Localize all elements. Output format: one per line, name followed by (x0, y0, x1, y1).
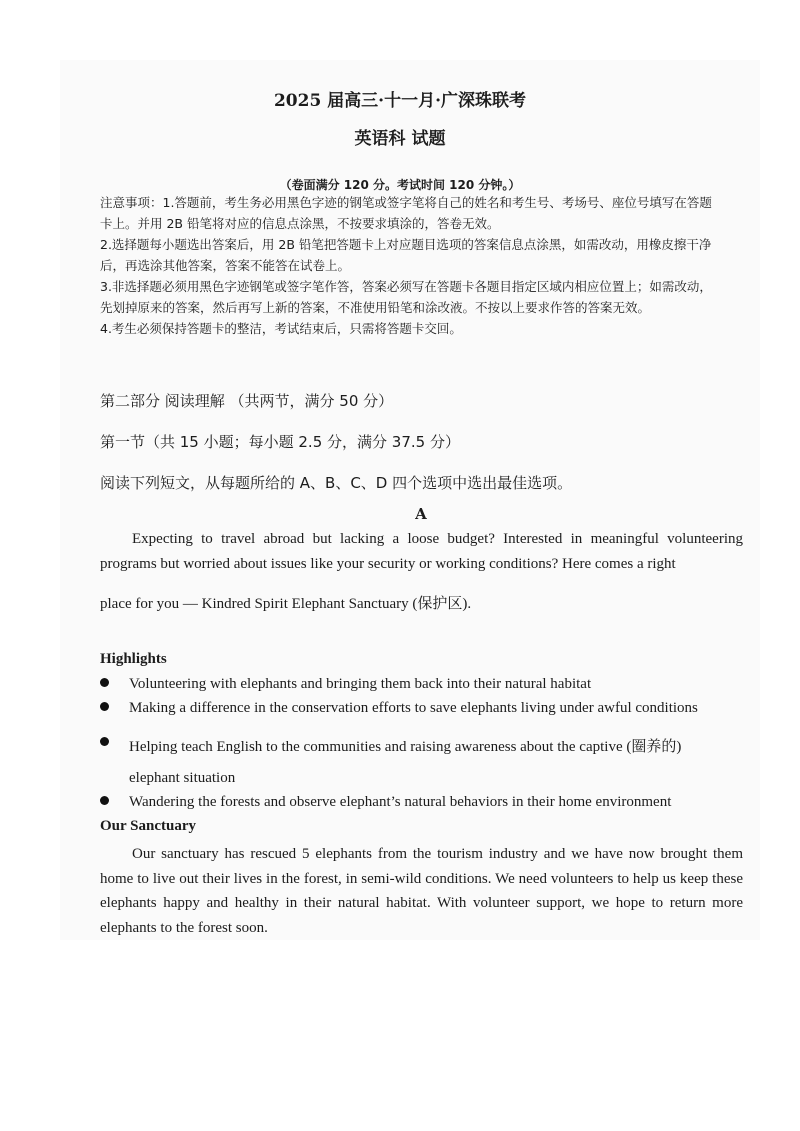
bullet-icon (100, 737, 109, 746)
highlights-heading: Highlights (100, 651, 167, 667)
subject-title: 英语科 试题 (354, 129, 446, 149)
notice-block (100, 192, 720, 339)
bullet-icon (100, 678, 109, 687)
notice-item-2: 2.选择题每小题选出答案后，用 2B 铅笔把答题卡上对应题目选项的答案信息点涂黑，如需改动，用橡皮擦干净后，再选涂其他答案，答案不能答在试卷上。 (100, 237, 712, 273)
sanctuary-paragraph: Our sanctuary has rescued 5 elephants from the tourism industry and we have now brought them home to live out their lives in the forest, in semi-wild conditions. We need volunteers to help us keep these elephants happy and healthy in their natural habitat. With volunteer support, we hope to return more elephants to the forest soon. (100, 846, 743, 936)
highlight-text-continued: elephant situation (129, 770, 236, 786)
notice-item-4: 4.考生必须保持答题卡的整洁，考试结束后，只需将答题卡交回。 (100, 321, 462, 336)
bullet-icon (100, 702, 109, 711)
highlight-text: Volunteering with elephants and bringing them back into their natural habitat (129, 676, 592, 692)
highlight-text: Making a difference in the conservation efforts to save elephants living under awful conditions (129, 700, 698, 716)
bullet-icon (100, 796, 109, 805)
part-heading: 第二部分 阅读理解 （共两节，满分 50 分） (100, 392, 394, 410)
notice-item-3: 3.非选择题必须用黑色字迹钢笔或签字笔作答，答案必须写在答题卡各题目指定区域内相应位置上；如需改动，先划掉原来的答案，然后再写上新的答案，不准使用铅笔和涂改液。不按以上要求作答的答案无效。 (100, 279, 712, 315)
intro-paragraph-end: place for you — Kindred Spirit Elephant Sanctuary (保护区). (100, 596, 472, 612)
passage-label: A (415, 505, 427, 523)
notice-item-1: 注意事项：1.答题前，考生务必用黑色字迹的钢笔或签字笔将自己的姓名和考生号、考场号、座位号填写在答题卡上。并用 2B 铅笔将对应的信息点涂黑，不按要求填涂的，答卷无效。 (100, 195, 712, 231)
intro-paragraph: Expecting to travel abroad but lacking a loose budget? Interested in meaningful volunteering programs but worried about issues like your security or working conditions? Here comes a right (100, 531, 743, 572)
section-heading: 第一节（共 15 小题；每小题 2.5 分，满分 37.5 分） (100, 433, 460, 451)
score-note: （卷面满分 120 分。考试时间 120 分钟。） (279, 178, 521, 192)
highlight-text: Wandering the forests and observe elephant’s natural behaviors in their home environment (129, 794, 672, 810)
sanctuary-heading: Our Sanctuary (100, 818, 196, 834)
exam-title: 2025 届高三·十一月·广深珠联考 (273, 91, 527, 111)
highlight-text: Helping teach English to the communities and raising awareness about the captive (圈养的) (129, 739, 682, 755)
instruction: 阅读下列短文，从每题所给的 A、B、C、D 四个选项中选出最佳选项。 (100, 474, 573, 492)
